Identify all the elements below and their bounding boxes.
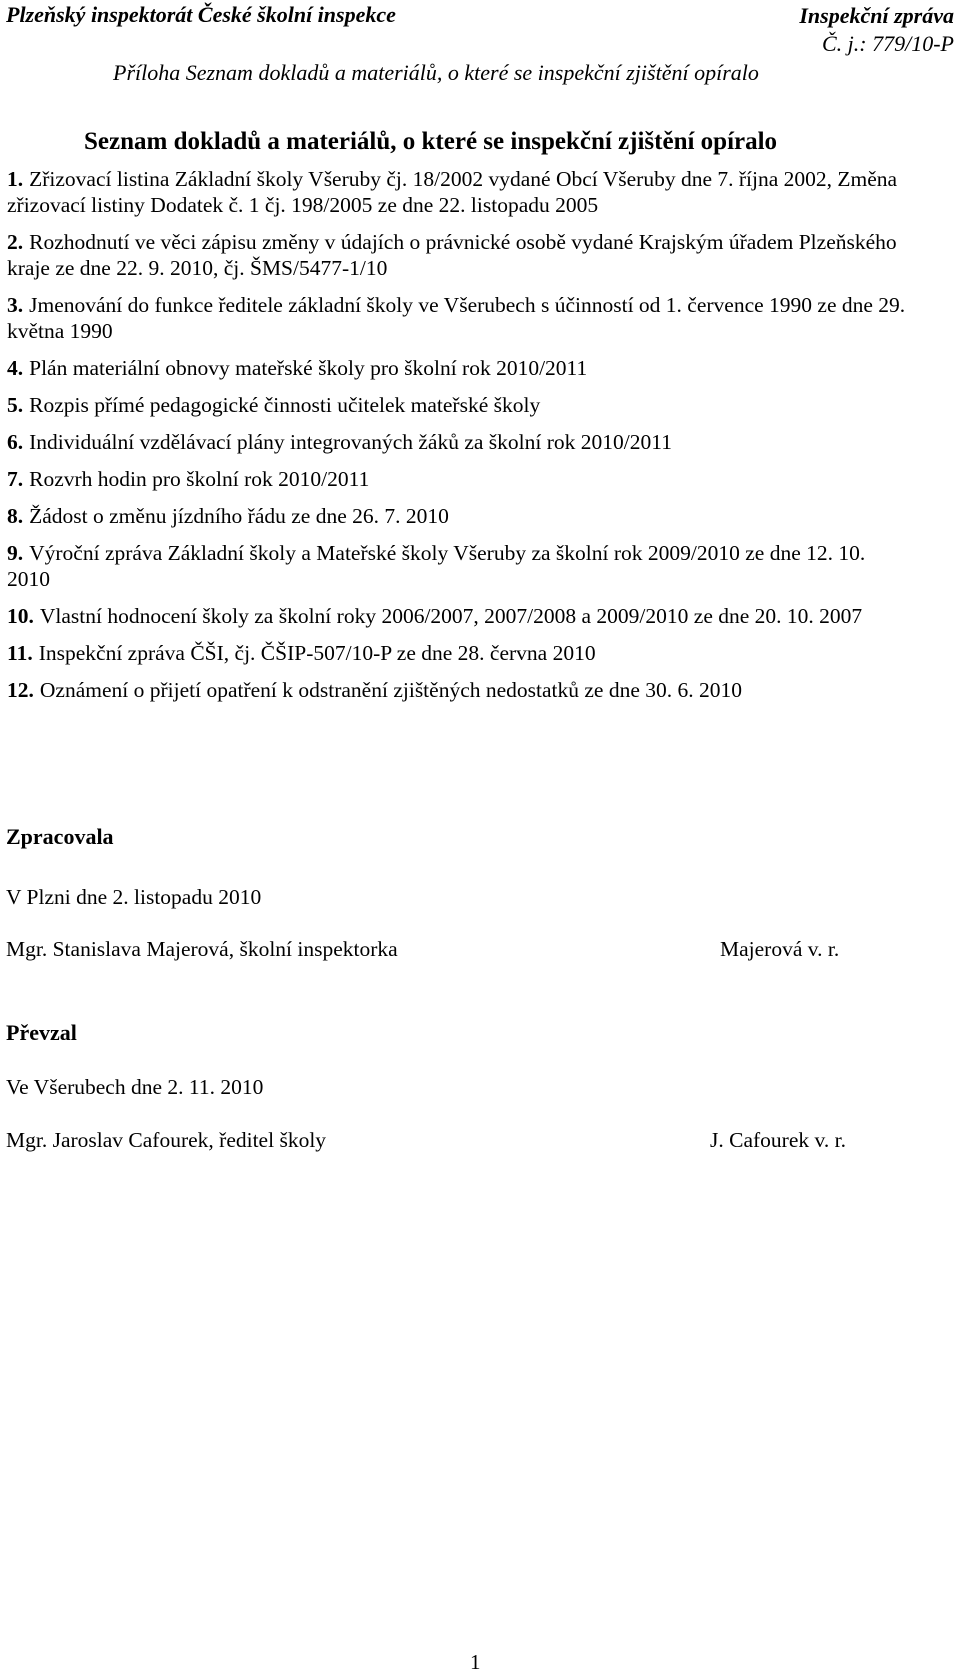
document-type: Inspekční zpráva xyxy=(799,3,954,28)
list-item: 10. Vlastní hodnocení školy za školní roky 2006/2007, 2007/2008 a 2009/2010 ze dne 20. 10. 2007 xyxy=(7,604,863,628)
list-item: 1. Zřizovací listina Základní školy Všeruby čj. 18/2002 vydané Obcí Všeruby dne 7. října 2002, Změna zřizovací listiny Dodatek č. 1 čj. 198/2005 ze dne 22. listopadu 2005 xyxy=(7,167,898,217)
received-place-date: Ve Všerubech dne 2. 11. 2010 xyxy=(6,1075,264,1099)
list-item: 9. Výroční zpráva Základní školy a Mateřské školy Všeruby za školní rok 2009/2010 ze dne 12. 10. 2010 xyxy=(7,541,866,591)
received-heading: Převzal xyxy=(6,1020,77,1045)
list-item: 3. Jmenování do funkce ředitele základní školy ve Všerubech s účinností od 1. července 1990 ze dne 29. května 1990 xyxy=(7,293,906,343)
prepared-heading: Zpracovala xyxy=(6,824,114,849)
list-item: 2. Rozhodnutí ve věci zápisu změny v údajích o právnické osobě vydané Krajským úřadem Plzeňského kraje ze dne 22. 9. 2010, čj. ŠMS/5477-1/10 xyxy=(7,230,897,280)
prepared-place-date: V Plzni dne 2. listopadu 2010 xyxy=(6,885,262,909)
list-item: 12. Oznámení o přijetí opatření k odstranění zjištěných nedostatků ze dne 30. 6. 2010 xyxy=(7,678,743,702)
list-item: 5. Rozpis přímé pedagogické činnosti učitelek mateřské školy xyxy=(7,393,541,417)
list-item: 6. Individuální vzdělávací plány integrovaných žáků za školní rok 2010/2011 xyxy=(7,430,672,454)
list-item: 11. Inspekční zpráva ČŠI, čj. ČŠIP-507/10-P ze dne 28. června 2010 xyxy=(7,641,596,665)
document-list xyxy=(7,166,907,714)
received-signature: J. Cafourek v. r. xyxy=(710,1128,846,1152)
received-person: Mgr. Jaroslav Cafourek, ředitel školy xyxy=(6,1128,327,1152)
reference-number: Č. j.: 779/10-P xyxy=(822,31,954,56)
list-item: 4. Plán materiální obnovy mateřské školy pro školní rok 2010/2011 xyxy=(7,356,588,380)
list-item: 7. Rozvrh hodin pro školní rok 2010/2011 xyxy=(7,467,370,491)
organization-name: Plzeňský inspektorát České školní inspekce xyxy=(6,2,396,27)
list-title: Seznam dokladů a materiálů, o které se inspekční zjištění opíralo xyxy=(84,128,778,155)
attachment-subtitle: Příloha Seznam dokladů a materiálů, o které se inspekční zjištění opíralo xyxy=(113,60,759,85)
prepared-person: Mgr. Stanislava Majerová, školní inspektorka xyxy=(6,937,398,961)
page-number: 1 xyxy=(470,1650,481,1674)
list-item: 8. Žádost o změnu jízdního řádu ze dne 26. 7. 2010 xyxy=(7,504,449,528)
document-header-right xyxy=(799,2,954,58)
prepared-signature: Majerová v. r. xyxy=(720,937,840,961)
